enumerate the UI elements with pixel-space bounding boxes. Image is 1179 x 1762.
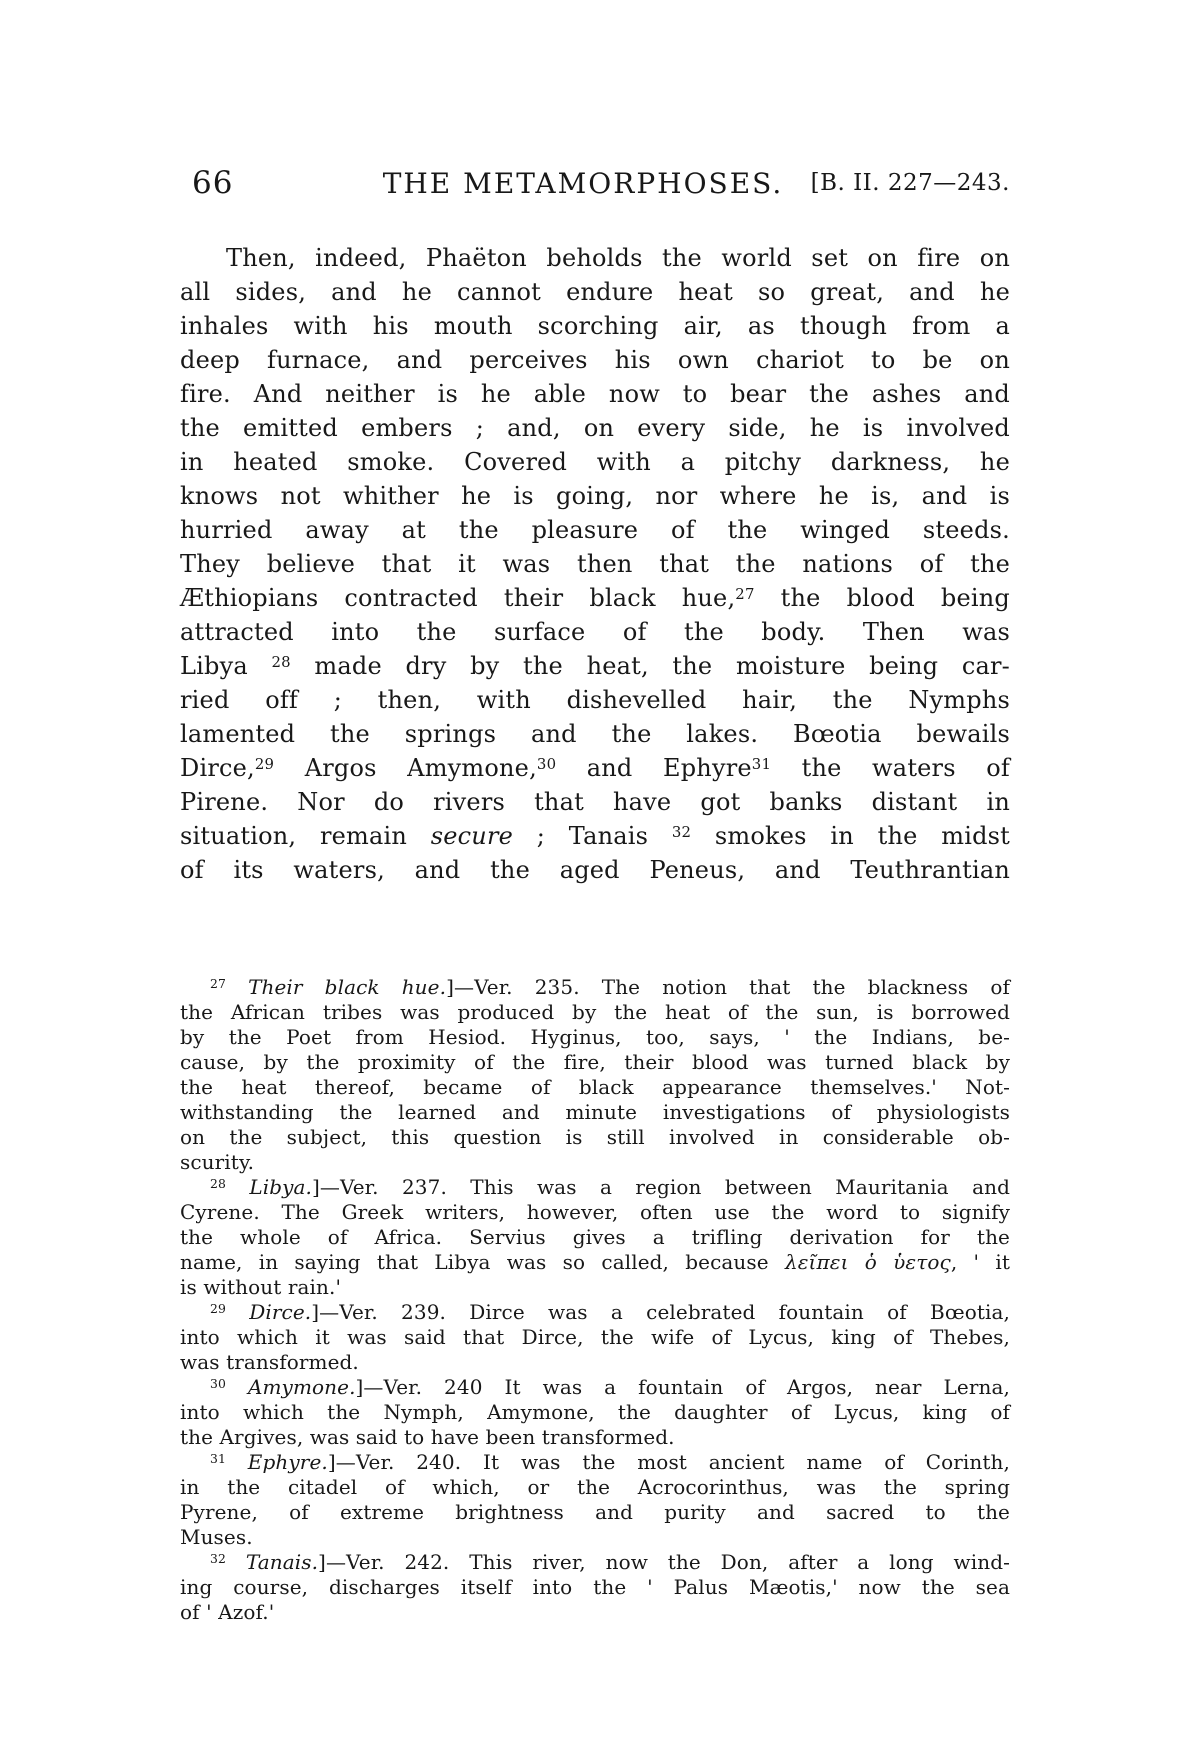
footnote-text-line: withstanding the learned and minute investigations of physiologists xyxy=(180,1100,1010,1124)
footnote-text-line: Pyrene, of extreme brightness and purity and sacred to the xyxy=(180,1500,1010,1524)
body-text-line: all sides, and he cannot endure heat so great, and he xyxy=(180,278,1010,306)
footnote-text-line: $^{30}$ Amymone.]—Ver. 240 It was a fountain of Argos, near Lerna, xyxy=(210,1375,1010,1399)
footnote-text-line: the whole of Africa. Servius gives a trifling derivation for the xyxy=(180,1225,1010,1249)
footnote-marker: 30 xyxy=(536,755,557,774)
running-title: THE METAMORPHOSES. xyxy=(382,167,784,200)
footnote-marker: 27 xyxy=(210,976,226,992)
body-text-line: deep furnace, and perceives his own chariot to be on xyxy=(180,346,1010,374)
footnote-text-line: $^{27}$ Their black hue.]—Ver. 235. The notion that the blackness of xyxy=(210,975,1010,999)
footnote-marker: 31 xyxy=(751,755,772,774)
footnote-text-line: the African tribes was produced by the heat of the sun, is borrowed xyxy=(180,1000,1010,1024)
page-header xyxy=(180,165,1010,205)
body-text-line: of its waters, and the aged Peneus, and Teuthrantian xyxy=(180,856,1010,884)
body-text-line: attracted into the surface of the body. Then was xyxy=(180,618,1010,646)
body-text-line: Æthiopians contracted their black hue,$^{27}$ the blood being xyxy=(180,584,1010,612)
footnote-marker: 32 xyxy=(210,1551,226,1567)
body-text-line: situation, remain secure ; Tanais $^{32}$ smokes in the midst xyxy=(180,822,1011,850)
page-number: 66 xyxy=(192,165,234,201)
body-text-line: inhales with his mouth scorching air, as though from a xyxy=(180,312,1010,340)
footnote-27 xyxy=(180,975,1010,1175)
footnote-32 xyxy=(180,1550,1010,1625)
body-text-line: Libya $^{28}$ made dry by the heat, the moisture being car- xyxy=(180,652,1010,680)
footnote-text-line: on the subject, this question is still involved in considerable ob- xyxy=(180,1125,1010,1149)
footnote-text-line: is without rain.' xyxy=(180,1275,342,1299)
footnote-31 xyxy=(180,1450,1010,1550)
footnote-marker: 28 xyxy=(271,653,291,672)
body-text-line: hurried away at the pleasure of the winged steeds. xyxy=(180,516,1010,544)
book-verse-reference: [B. II. 227—243. xyxy=(810,170,1010,196)
footnote-text-line: the Argives, was said to have been transformed. xyxy=(180,1425,675,1449)
footnote-text-line: was transformed. xyxy=(180,1350,359,1374)
body-text-line: Dirce,$^{29}$ Argos Amymone,$^{30}$ and Ephyre$^{31}$ the waters of xyxy=(180,754,1010,782)
footnote-marker: 27 xyxy=(735,585,755,604)
footnote-marker: 29 xyxy=(254,755,275,774)
footnote-text-line: $^{28}$ Libya.]—Ver. 237. This was a region between Mauritania and xyxy=(210,1175,1010,1199)
body-text-line: Pirene. Nor do rivers that have got banks distant in xyxy=(180,788,1010,816)
footnote-text-line: into which it was said that Dirce, the wife of Lycus, king of Thebes, xyxy=(180,1325,1010,1349)
body-text-line: knows not whither he is going, nor where he is, and is xyxy=(180,482,1010,510)
footnote-marker: 31 xyxy=(210,1451,226,1467)
footnote-29 xyxy=(180,1300,1010,1375)
footnote-marker: 29 xyxy=(210,1301,226,1317)
body-text-line: They believe that it was then that the nations of the xyxy=(180,550,1010,578)
footnote-marker: 30 xyxy=(210,1376,226,1392)
body-text-line: the emitted embers ; and, on every side, he is involved xyxy=(180,414,1010,442)
footnote-text-line: scurity. xyxy=(180,1150,255,1174)
footnote-text-line: $^{31}$ Ephyre.]—Ver. 240. It was the most ancient name of Corinth, xyxy=(210,1450,1010,1474)
body-text-line: in heated smoke. Covered with a pitchy darkness, he xyxy=(180,448,1010,476)
footnote-30 xyxy=(180,1375,1010,1450)
footnote-text-line: Muses. xyxy=(180,1525,253,1549)
footnote-28 xyxy=(180,1175,1010,1300)
footnote-text-line: the heat thereof, became of black appearance themselves.' Not- xyxy=(180,1075,1010,1099)
body-text-line: Then, indeed, Phaëton beholds the world set on fire on xyxy=(226,244,1010,272)
footnote-text-line: $^{29}$ Dirce.]—Ver. 239. Dirce was a celebrated fountain of Bœotia, xyxy=(210,1300,1010,1324)
footnotes-section xyxy=(180,975,1010,1625)
footnote-text-line: by the Poet from Hesiod. Hyginus, too, says, ' the Indians, be- xyxy=(180,1025,1010,1049)
footnote-marker: 32 xyxy=(671,823,692,842)
footnote-text-line: Cyrene. The Greek writers, however, often use the word to signify xyxy=(180,1200,1010,1224)
body-text-line: lamented the springs and the lakes. Bœotia bewails xyxy=(180,720,1010,748)
footnote-text-line: ing course, discharges itself into the ' Palus Mæotis,' now the sea xyxy=(180,1575,1010,1599)
footnote-text-line: in the citadel of which, or the Acrocorinthus, was the spring xyxy=(180,1475,1010,1499)
footnote-marker: 28 xyxy=(210,1176,226,1192)
footnote-text-line: $^{32}$ Tanais.]—Ver. 242. This river, now the Don, after a long wind- xyxy=(210,1550,1010,1574)
body-text-line: ried off ; then, with dishevelled hair, the Nymphs xyxy=(180,686,1010,714)
footnote-text-line: of ' Azof.' xyxy=(180,1600,275,1624)
footnote-text-line: into which the Nymph, Amymone, the daughter of Lycus, king of xyxy=(180,1400,1010,1424)
footnote-text-line: cause, by the proximity of the fire, their blood was turned black by xyxy=(180,1050,1010,1074)
body-text-line: fire. And neither is he able now to bear the ashes and xyxy=(180,380,1010,408)
footnote-text-line: name, in saying that Libya was so called, because λεῖπει ὁ ὑετος, ' it xyxy=(180,1250,1010,1274)
main-paragraph xyxy=(180,241,1010,887)
